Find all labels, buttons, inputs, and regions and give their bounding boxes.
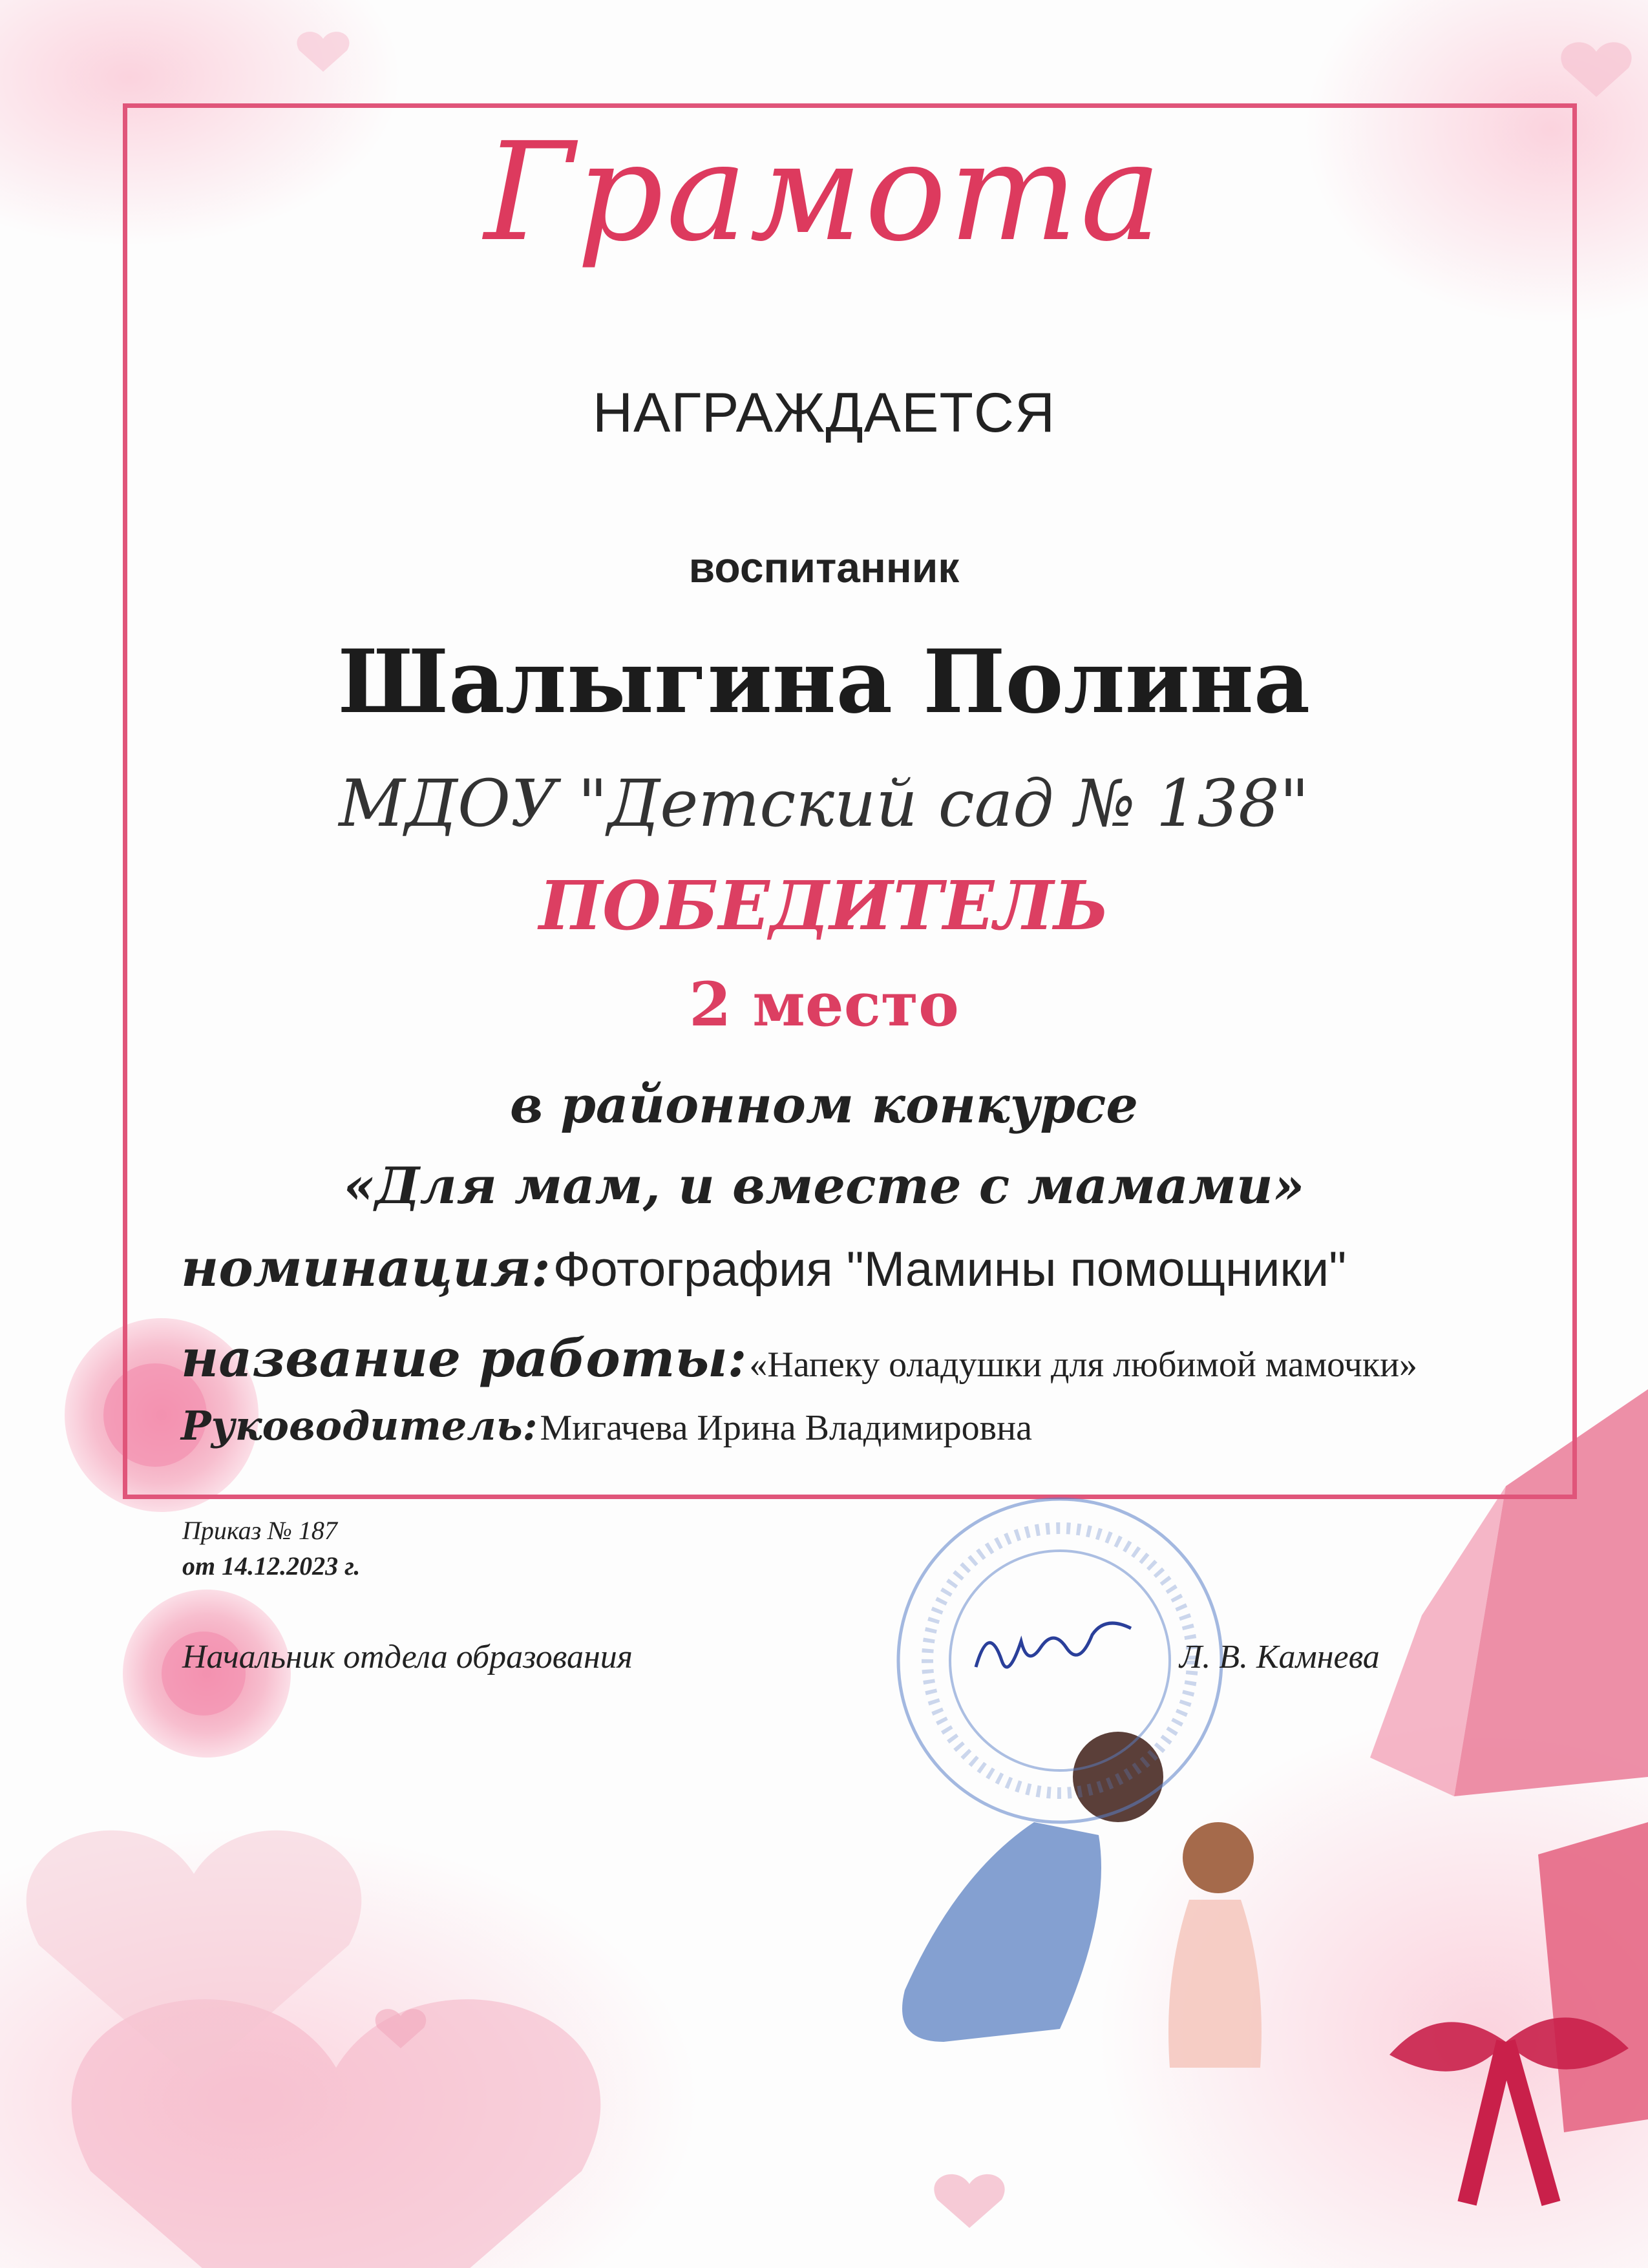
nomination-label: номинация: <box>181 1237 551 1298</box>
leader-value: Мигачева Ирина Владимировна <box>540 1408 1032 1448</box>
nomination-value: Фотография "Мамины помощники" <box>553 1242 1347 1297</box>
work-title-row <box>181 1328 1417 1389</box>
handwritten-signature-icon <box>969 1615 1137 1686</box>
leader-row <box>181 1402 1032 1449</box>
work-title-value: «Напеку оладушки для любимой мамочки» <box>749 1345 1418 1385</box>
order-number: Приказ № 187 <box>182 1516 337 1545</box>
awarded-heading: НАГРАЖДАЕТСЯ <box>592 382 1056 444</box>
recipient-role: воспитанник <box>688 543 960 591</box>
organization-name: МДОУ "Детский сад № 138" <box>339 766 1309 841</box>
leader-label: Руководитель: <box>181 1402 538 1449</box>
winner-status: ПОБЕДИТЕЛЬ <box>538 866 1110 945</box>
signatory-position: Начальник отдела образования <box>182 1639 633 1675</box>
contest-intro: в районном конкурсе <box>509 1076 1139 1135</box>
recipient-name: Шалыгина Полина <box>337 630 1311 733</box>
nomination-row <box>181 1237 1346 1298</box>
order-date: от 14.12.2023 г. <box>182 1551 361 1580</box>
certificate-title: Грамота <box>484 113 1164 271</box>
contest-name: «Для мам, и вместе с мамами» <box>343 1157 1305 1215</box>
place-label: 2 место <box>689 969 959 1040</box>
signatory-name: Л. В. Камнева <box>1179 1639 1380 1675</box>
work-title-label: название работы: <box>181 1328 747 1389</box>
